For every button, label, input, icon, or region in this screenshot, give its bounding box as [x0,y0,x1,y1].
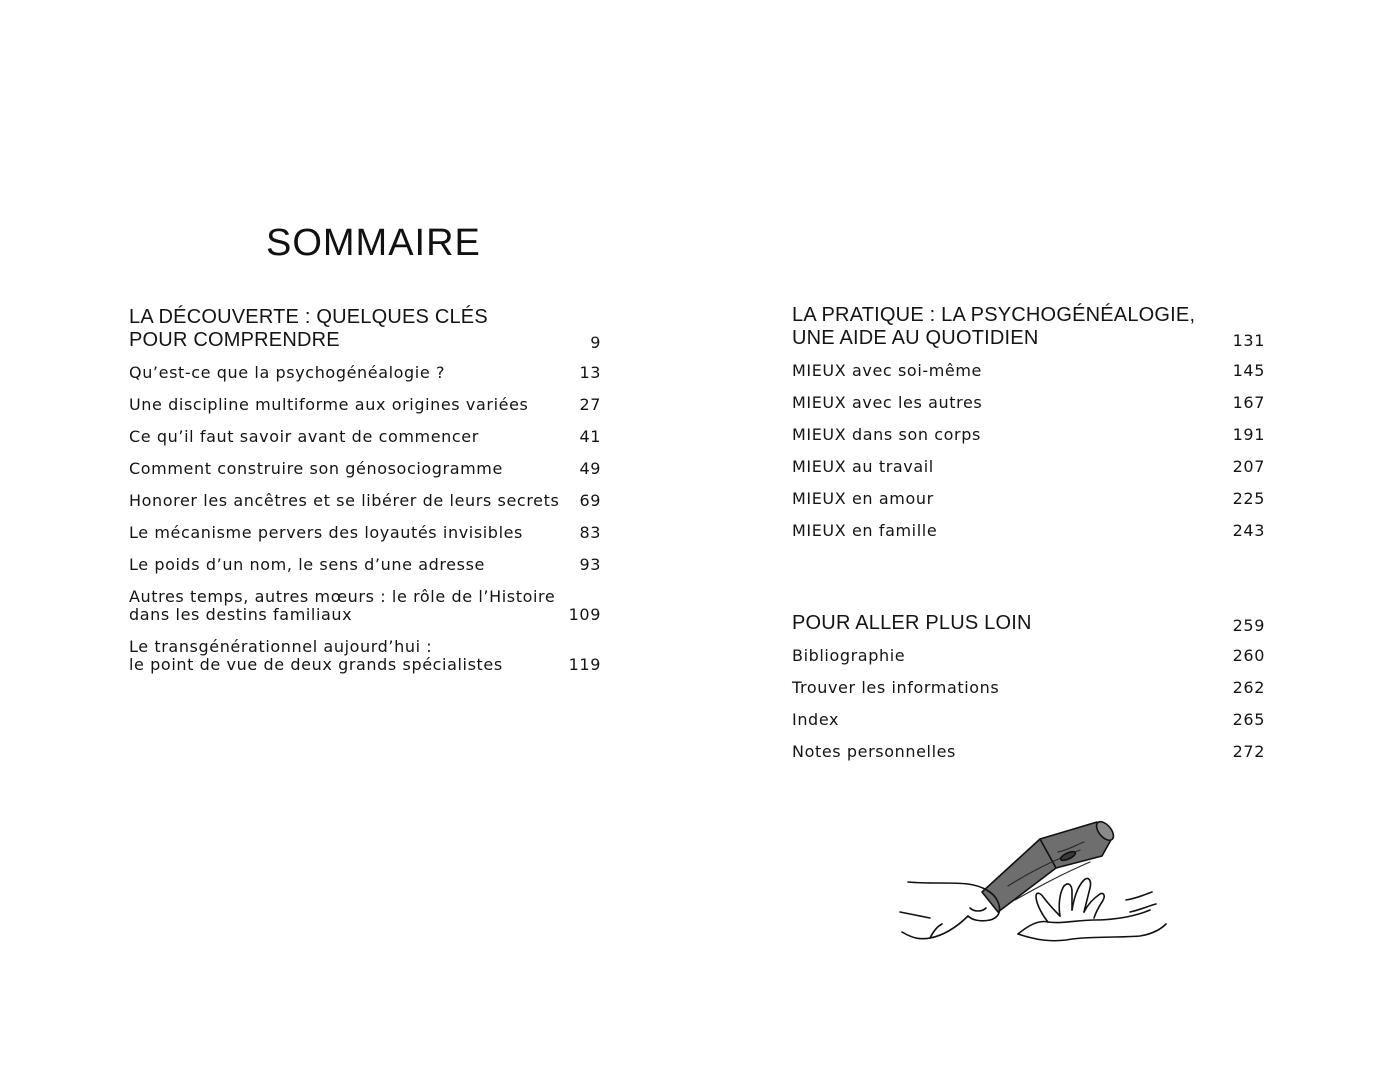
section-page-number: 9 [590,333,601,352]
toc-entry[interactable] [792,711,1265,729]
toc-section-heading[interactable] [792,304,1265,350]
toc-entry[interactable] [129,588,601,624]
entry-page-number: 49 [579,459,601,478]
section-label: LA DÉCOUVERTE : QUELQUES CLÉS POUR COMPRENDRE [129,306,488,351]
entry-label: MIEUX en famille [792,521,938,540]
entry-label: MIEUX dans son corps [792,425,981,444]
toc-entry[interactable] [792,426,1265,444]
entry-page-number: 69 [579,491,601,510]
entry-label: Trouver les informations [792,678,1000,697]
section-spacer [792,554,1265,612]
toc-column-left [129,306,601,688]
entry-label: Autres temps, autres mœurs : le rôle de l’Histoire dans les destins familiaux [129,587,556,624]
entry-page-number: 167 [1232,393,1265,412]
entry-label: Comment construire son génosociogramme [129,459,503,478]
toc-entry[interactable] [792,362,1265,380]
page-title: SOMMAIRE [266,222,481,264]
entry-label: Qu’est-ce que la psychogénéalogie ? [129,363,446,382]
entry-label: Notes personnelles [792,742,956,761]
toc-section-heading[interactable] [792,612,1265,635]
entry-label: MIEUX au travail [792,457,934,476]
toc-entry[interactable] [129,524,601,542]
entry-page-number: 119 [568,655,601,674]
entry-page-number: 262 [1232,678,1265,697]
toc-entry[interactable] [792,458,1265,476]
entry-page-number: 265 [1232,710,1265,729]
entry-page-number: 27 [579,395,601,414]
toc-entry[interactable] [129,460,601,478]
entry-label: Bibliographie [792,646,906,665]
section-page-number: 259 [1232,616,1265,635]
entry-page-number: 41 [579,427,601,446]
toc-entry[interactable] [792,490,1265,508]
section-label: POUR ALLER PLUS LOIN [792,612,1032,634]
entry-label: Une discipline multiforme aux origines variées [129,395,529,414]
entry-label: Index [792,710,840,729]
entry-label: Le poids d’un nom, le sens d’une adresse [129,555,485,574]
toc-entry[interactable] [792,394,1265,412]
toc-entry[interactable] [129,396,601,414]
toc-column-right [792,304,1265,775]
entry-page-number: 225 [1232,489,1265,508]
toc-section-heading[interactable] [129,306,601,352]
entry-page-number: 191 [1232,425,1265,444]
entry-label: MIEUX en amour [792,489,934,508]
entry-page-number: 83 [579,523,601,542]
entry-page-number: 272 [1232,742,1265,761]
section-label: LA PRATIQUE : LA PSYCHOGÉNÉALOGIE, UNE AIDE AU QUOTIDIEN [792,304,1196,349]
toc-entry[interactable] [129,428,601,446]
entry-page-number: 260 [1232,646,1265,665]
toc-entry[interactable] [792,679,1265,697]
toc-entry[interactable] [792,743,1265,761]
entry-label: Le transgénérationnel aujourd’hui : le point de vue de deux grands spécialistes [129,637,503,674]
toc-entry[interactable] [129,492,601,510]
section-page-number: 131 [1232,331,1265,350]
entry-label: Honorer les ancêtres et se libérer de leurs secrets [129,491,560,510]
entry-page-number: 109 [568,605,601,624]
toc-entry[interactable] [129,556,601,574]
entry-page-number: 93 [579,555,601,574]
entry-label: MIEUX avec les autres [792,393,983,412]
toc-entry[interactable] [792,647,1265,665]
toc-entry[interactable] [792,522,1265,540]
entry-page-number: 13 [579,363,601,382]
entry-page-number: 243 [1232,521,1265,540]
entry-label: MIEUX avec soi-même [792,361,982,380]
entry-page-number: 145 [1232,361,1265,380]
toc-entry[interactable] [129,638,601,674]
entry-page-number: 207 [1232,457,1265,476]
entry-label: Ce qu’il faut savoir avant de commencer [129,427,479,446]
toc-entry[interactable] [129,364,601,382]
hands-passing-wooden-log-icon [890,812,1180,957]
entry-label: Le mécanisme pervers des loyautés invisibles [129,523,523,542]
